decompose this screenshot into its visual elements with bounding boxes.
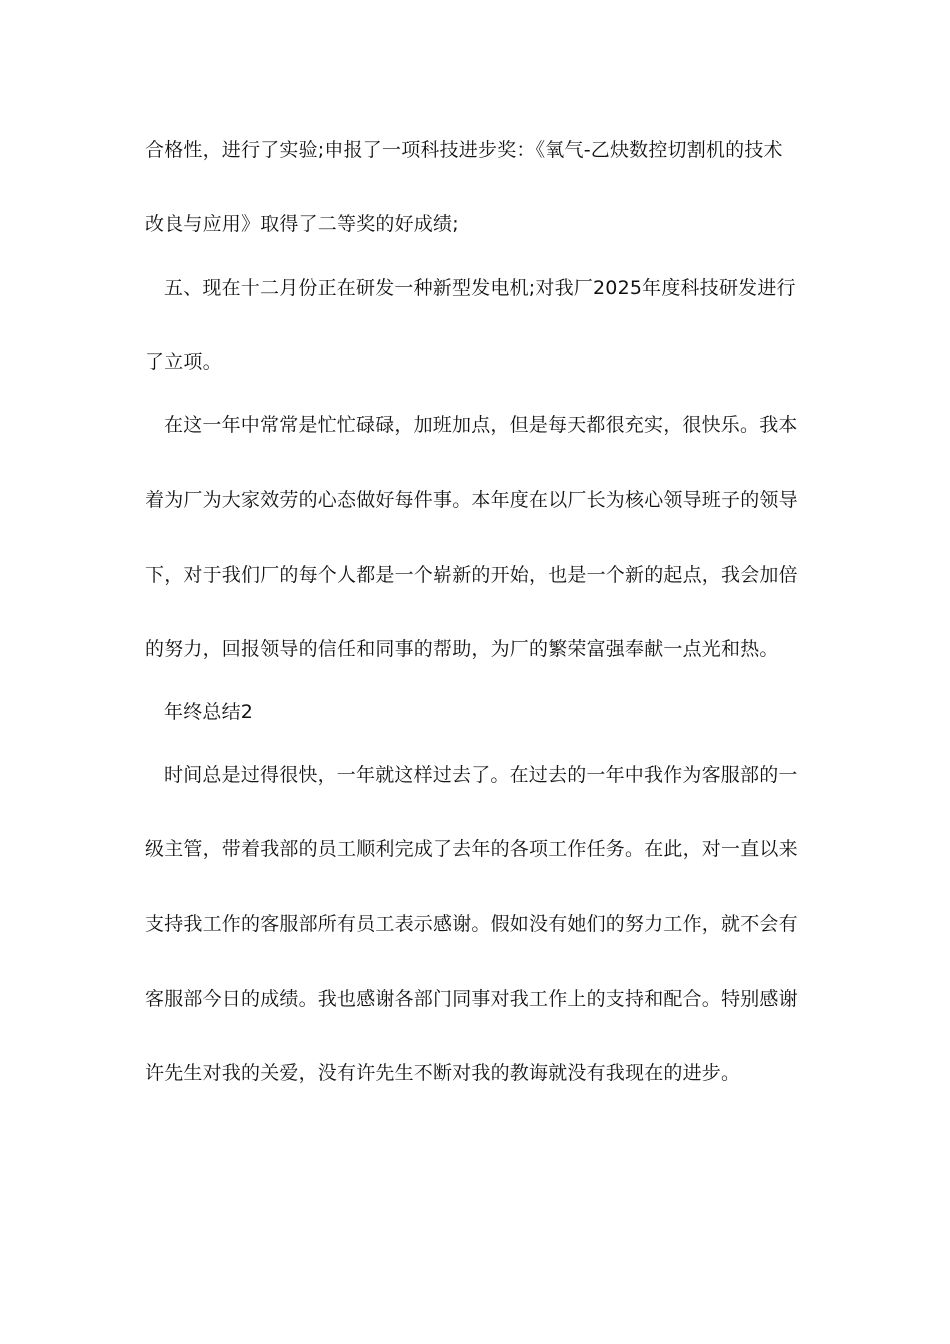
paragraph-line: 支持我工作的客服部所有员工表示感谢。假如没有她们的努力工作，就不会有: [145, 913, 798, 935]
paragraph-line: 的努力，回报领导的信任和同事的帮助，为厂的繁荣富强奉献一点光和热。: [145, 638, 779, 660]
paragraph-line: 级主管，带着我部的员工顺利完成了去年的各项工作任务。在此，对一直以来: [145, 838, 798, 860]
paragraph-line: 五、现在十二月份正在研发一种新型发电机;对我厂2025年度科技研发进行: [164, 277, 796, 299]
paragraph-line: 改良与应用》取得了二等奖的好成绩;: [145, 213, 459, 235]
paragraph-line: 着为厂为大家效劳的心态做好每件事。本年度在以厂长为核心领导班子的领导: [145, 489, 798, 511]
section-heading: 年终总结2: [164, 701, 254, 723]
paragraph-line: 许先生对我的关爱，没有许先生不断对我的教诲就没有我现在的进步。: [145, 1062, 741, 1084]
paragraph-line: 下，对于我们厂的每个人都是一个崭新的开始，也是一个新的起点，我会加倍: [145, 564, 798, 586]
paragraph-line: 合格性，进行了实验;申报了一项科技进步奖：《氧气-乙炔数控切割机的技术: [145, 139, 783, 161]
paragraph-line: 时间总是过得很快，一年就这样过去了。在过去的一年中我作为客服部的一: [164, 764, 798, 786]
paragraph-line: 了立项。: [145, 351, 222, 373]
paragraph-line: 客服部今日的成绩。我也感谢各部门同事对我工作上的支持和配合。特别感谢: [145, 988, 798, 1010]
paragraph-line: 在这一年中常常是忙忙碌碌，加班加点，但是每天都很充实，很快乐。我本: [164, 414, 798, 436]
